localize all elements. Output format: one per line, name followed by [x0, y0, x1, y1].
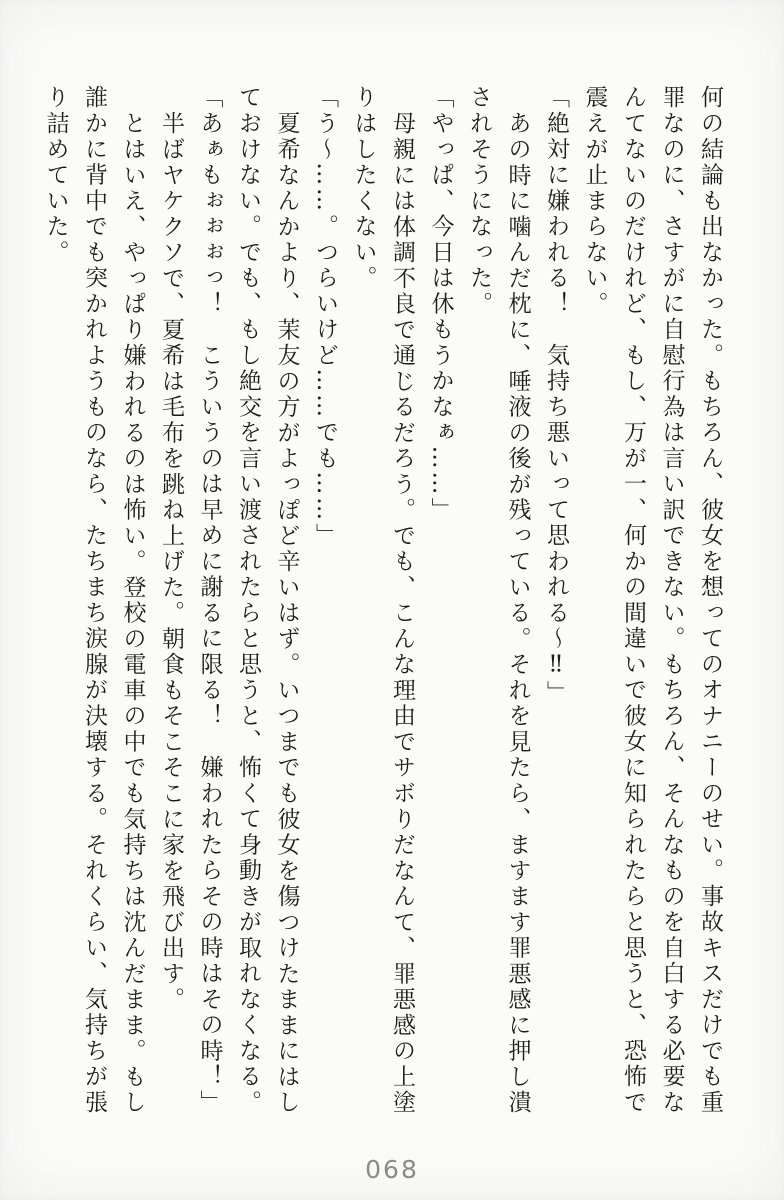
text-column: 誰かに背中でも突かれようものなら、たちまち涙腺が決壊する。それくらい、気持ちが張 — [81, 85, 107, 1116]
text-column: とはいえ、やっぱり嫌われるのは怖い。登校の電車の中でも気持ちは沈んだまま。もし — [119, 111, 146, 1116]
page-number: 068 — [365, 1155, 419, 1184]
text-column: んてないのだけれど、もし、万が一、何かの間違いで彼女に知られたらと思うと、恐怖で — [620, 85, 646, 1116]
text-column: されそうになった。 — [466, 85, 492, 317]
text-column-dialogue: 「絶対に嫌われる！ 気持ち悪いって思われる～‼」 — [543, 85, 569, 707]
text-column: り詰めていた。 — [42, 85, 69, 266]
text-column: ておけない。でも、もし絶交を言い渡されたらと思うと、怖くて身動きが取れなくなる。 — [235, 85, 261, 1116]
text-column: 震えが止まらない。 — [581, 85, 608, 317]
text-column: 母親には体調不良で通じるだろう。でも、こんな理由でサボりだなんて、罪悪感の上塗 — [389, 111, 415, 1116]
text-column: りはしたくない。 — [350, 85, 377, 292]
text-column-dialogue: 「う～……。つらいけど……でも……」 — [312, 85, 338, 549]
text-column-dialogue: 「やっぱ、今日は休もうかなぁ……」 — [427, 85, 454, 523]
vertical-text-block — [35, 85, 729, 1119]
text-column: あの時に噛んだ枕に、唾液の後が残っている。それを見たら、ますます罪悪感に押し潰 — [504, 111, 531, 1116]
text-column: 夏希なんかより、茉友の方がよっぽど辛いはず。いつまでも彼女を傷つけたままにはし — [273, 111, 300, 1116]
text-column: 半ばヤケクソで、夏希は毛布を跳ね上げた。朝食もそこそこに家を飛び出す。 — [158, 111, 184, 1013]
text-column-dialogue: 「あぁもぉぉぉっ！ こういうのは早めに謝るに限る！ 嫌われたらその時はその時！」 — [196, 85, 223, 1116]
text-column: 罪なのに、さすがに自慰行為は言い訳できない。もちろん、そんなものを自白する必要な — [658, 85, 685, 1116]
text-column: 何の結論も出なかった。もちろん、彼女を想ってのオナニーのせい。事故キスだけでも重 — [697, 85, 723, 1116]
